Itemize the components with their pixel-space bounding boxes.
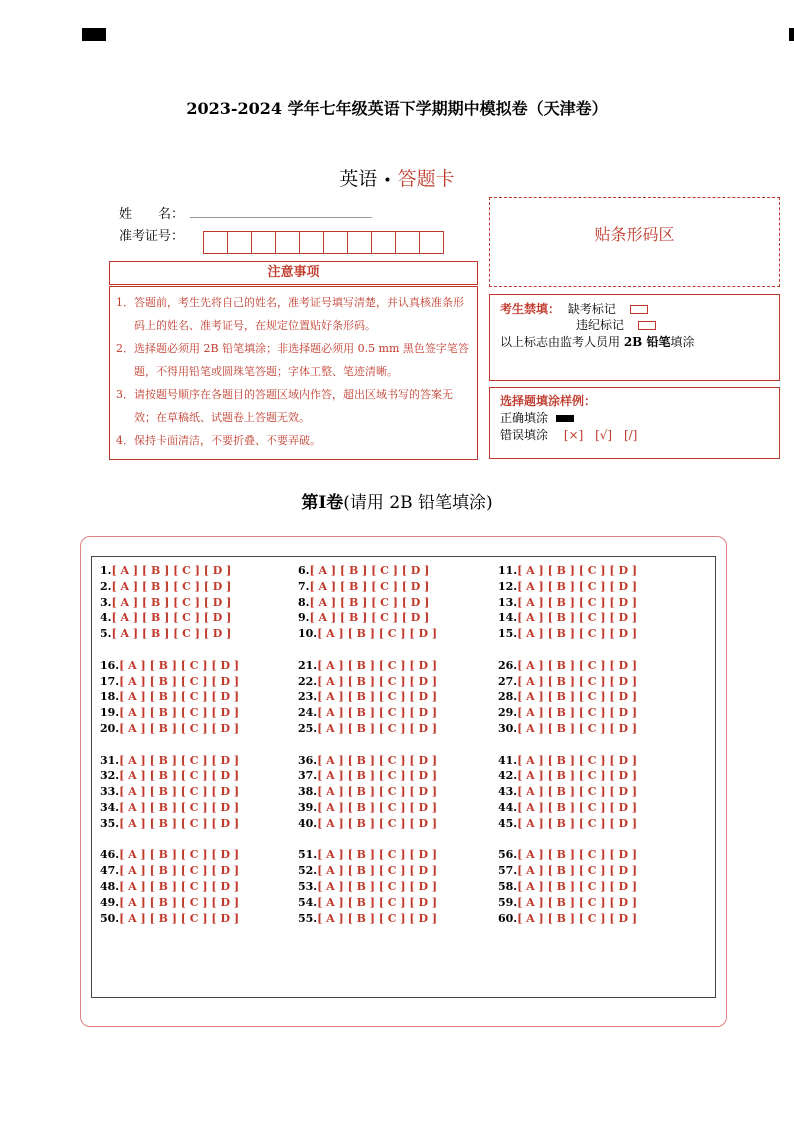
answer-options[interactable]: [ A ] [ B ] [ C ] [ D ] [317, 690, 438, 704]
answer-options[interactable]: [ A ] [ B ] [ C ] [ D ] [317, 895, 438, 909]
notice-item: 4．保持卡面清洁，不要折叠、不要弄破。 [116, 434, 321, 447]
question-number: 27. [498, 674, 518, 688]
question-number: 8. [298, 595, 310, 609]
notice-box [109, 286, 478, 460]
correct-fill-label: 正确填涂 [500, 411, 549, 425]
question-row[interactable] [498, 895, 637, 911]
answer-options[interactable]: [ A ] [ B ] [ C ] [ D ] [517, 800, 638, 814]
wrong-mark-check: [√] [595, 428, 613, 442]
id-digit-box[interactable] [371, 231, 396, 254]
question-row[interactable] [298, 689, 437, 705]
answer-options[interactable]: [ A ] [ B ] [ C ] [ D ] [119, 800, 240, 814]
question-row[interactable] [100, 879, 239, 895]
id-digit-box[interactable] [395, 231, 420, 254]
question-row[interactable] [100, 689, 239, 705]
answer-options[interactable]: [ A ] [ B ] [ C ] [ D ] [119, 658, 240, 672]
answer-options[interactable]: [ A ] [ B ] [ C ] [ D ] [517, 564, 638, 577]
id-digit-box[interactable] [323, 231, 348, 254]
question-row[interactable] [100, 784, 239, 800]
question-row[interactable] [100, 721, 239, 737]
question-number: 39. [298, 800, 318, 814]
answer-options[interactable]: [ A ] [ B ] [ C ] [ D ] [119, 706, 240, 720]
answer-options[interactable]: [ A ] [ B ] [ C ] [ D ] [517, 658, 638, 672]
question-number: 48. [100, 879, 120, 893]
question-number: 53. [298, 879, 318, 893]
question-number: 36. [298, 753, 318, 767]
question-row[interactable] [298, 705, 437, 721]
question-row[interactable] [298, 816, 437, 832]
question-row[interactable] [298, 753, 437, 769]
question-number: 40. [298, 816, 318, 830]
answer-options[interactable]: [ A ] [ B ] [ C ] [ D ] [317, 706, 438, 720]
question-number: 47. [100, 864, 120, 878]
answer-options[interactable]: [ A ] [ B ] [ C ] [ D ] [317, 658, 438, 672]
question-number: 29. [498, 706, 518, 720]
registration-mark-left [82, 28, 106, 41]
answer-options[interactable]: [ A ] [ B ] [ C ] [ D ] [119, 690, 240, 704]
correct-fill-mark [556, 415, 574, 422]
question-number: 43. [498, 785, 518, 799]
question-row[interactable] [498, 595, 637, 611]
forbidden-note: 以上标志由监考人员用 [500, 335, 624, 349]
answer-options[interactable]: [ A ] [ B ] [ C ] [ D ] [517, 579, 638, 593]
question-number: 3. [100, 595, 112, 609]
question-row[interactable] [498, 674, 637, 690]
wrong-mark-slash: [/] [623, 428, 638, 442]
question-row[interactable] [100, 563, 239, 579]
answer-options[interactable]: [ A ] [ B ] [ C ] [ D ] [517, 895, 638, 909]
answer-options[interactable]: [ A ] [ B ] [ C ] [ D ] [317, 721, 438, 735]
question-row[interactable] [100, 579, 239, 595]
question-row[interactable] [298, 674, 437, 690]
answer-options[interactable]: [ A ] [ B ] [ C ] [ D ] [309, 595, 430, 609]
card-dot: • [383, 173, 392, 189]
question-number: 13. [498, 595, 518, 609]
question-column-3 [498, 563, 637, 926]
question-number: 21. [298, 658, 318, 672]
answer-options[interactable]: [ A ] [ B ] [ C ] [ D ] [517, 753, 638, 767]
question-row[interactable] [298, 800, 437, 816]
question-row[interactable] [298, 626, 437, 642]
absent-label: 缺考标记 [567, 302, 616, 316]
forbidden-label: 考生禁填： [500, 302, 561, 316]
question-number: 55. [298, 911, 318, 925]
answer-options[interactable]: [ A ] [ B ] [ C ] [ D ] [119, 864, 240, 878]
id-digit-box[interactable] [203, 231, 228, 254]
answer-options[interactable]: [ A ] [ B ] [ C ] [ D ] [317, 753, 438, 767]
wrong-fill-label: 错误填涂 [500, 428, 549, 442]
question-row[interactable] [498, 753, 637, 769]
question-row[interactable] [100, 800, 239, 816]
answer-options[interactable]: [ A ] [ B ] [ C ] [ D ] [111, 595, 232, 609]
answer-options[interactable]: [ A ] [ B ] [ C ] [ D ] [517, 816, 638, 830]
answer-options[interactable]: [ A ] [ B ] [ C ] [ D ] [317, 800, 438, 814]
question-number: 46. [100, 848, 120, 862]
question-number: 22. [298, 674, 318, 688]
answer-options[interactable]: [ A ] [ B ] [ C ] [ D ] [517, 721, 638, 735]
answer-options[interactable]: [ A ] [ B ] [ C ] [ D ] [309, 564, 430, 577]
question-number: 38. [298, 785, 318, 799]
answer-options[interactable]: [ A ] [ B ] [ C ] [ D ] [517, 595, 638, 609]
question-number: 59. [498, 895, 518, 909]
notice-item: 3．请按题号顺序在各题目的答题区域内作答，超出区域书写的答案无效；在草稿纸、试题卷上答题无效。 [116, 388, 453, 424]
answer-options[interactable]: [ A ] [ B ] [ C ] [ D ] [317, 816, 438, 830]
name-label: 姓 名： [119, 207, 185, 222]
question-number: 18. [100, 690, 120, 704]
answer-options[interactable]: [ A ] [ B ] [ C ] [ D ] [119, 674, 240, 688]
question-column-1 [100, 563, 239, 926]
answer-options[interactable]: [ A ] [ B ] [ C ] [ D ] [517, 690, 638, 704]
barcode-area [489, 197, 780, 287]
question-row[interactable] [498, 879, 637, 895]
question-row[interactable] [298, 895, 437, 911]
question-number: 32. [100, 769, 120, 783]
answer-options[interactable]: [ A ] [ B ] [ C ] [ D ] [317, 674, 438, 688]
question-row[interactable] [498, 626, 637, 642]
id-digit-box[interactable] [419, 231, 444, 254]
question-number: 50. [100, 911, 120, 925]
question-row[interactable] [100, 753, 239, 769]
question-number: 2. [100, 579, 112, 593]
question-row[interactable] [100, 626, 239, 642]
answer-options[interactable]: [ A ] [ B ] [ C ] [ D ] [119, 879, 240, 893]
answer-options[interactable]: [ A ] [ B ] [ C ] [ D ] [517, 911, 638, 925]
question-row[interactable] [298, 563, 437, 579]
question-row[interactable] [498, 800, 637, 816]
question-number: 20. [100, 721, 120, 735]
question-number: 4. [100, 611, 112, 625]
registration-mark-right [789, 28, 794, 41]
answer-options[interactable]: [ A ] [ B ] [ C ] [ D ] [119, 785, 240, 799]
question-row[interactable] [298, 911, 437, 927]
answer-options[interactable]: [ A ] [ B ] [ C ] [ D ] [119, 721, 240, 735]
question-number: 23. [298, 690, 318, 704]
answer-options[interactable]: [ A ] [ B ] [ C ] [ D ] [517, 674, 638, 688]
question-number: 34. [100, 800, 120, 814]
answer-options[interactable]: [ A ] [ B ] [ C ] [ D ] [517, 627, 638, 641]
question-number: 15. [498, 627, 518, 641]
question-number: 45. [498, 816, 518, 830]
forbidden-box [489, 294, 780, 381]
question-row[interactable] [498, 847, 637, 863]
question-number: 16. [100, 658, 120, 672]
card-subject: 英语 [339, 168, 378, 190]
section-title [0, 488, 794, 513]
question-row[interactable] [498, 816, 637, 832]
question-number: 58. [498, 879, 518, 893]
question-number: 51. [298, 848, 318, 862]
question-row[interactable] [100, 863, 239, 879]
question-row[interactable] [298, 784, 437, 800]
question-row[interactable] [100, 911, 239, 927]
id-label: 准考证号： [119, 229, 185, 244]
answer-options[interactable]: [ A ] [ B ] [ C ] [ D ] [119, 895, 240, 909]
id-digit-box[interactable] [347, 231, 372, 254]
answer-options[interactable]: [ A ] [ B ] [ C ] [ D ] [517, 864, 638, 878]
answer-options[interactable]: [ A ] [ B ] [ C ] [ D ] [309, 579, 430, 593]
question-row[interactable] [298, 768, 437, 784]
question-row[interactable] [100, 705, 239, 721]
question-number: 17. [100, 674, 120, 688]
violation-mark-box[interactable] [638, 321, 656, 330]
question-number: 19. [100, 706, 120, 720]
question-number: 35. [100, 816, 120, 830]
question-number: 49. [100, 895, 120, 909]
question-number: 12. [498, 579, 518, 593]
answer-options[interactable]: [ A ] [ B ] [ C ] [ D ] [119, 911, 240, 925]
question-row[interactable] [298, 579, 437, 595]
answer-options[interactable]: [ A ] [ B ] [ C ] [ D ] [309, 611, 430, 625]
notice-item: 2．选择题必须用 2B 铅笔填涂；非选择题必须用 0.5 mm 黑色签字笔答题，不得用铅笔或圆珠笔答题；字体工整、笔迹清晰。 [116, 342, 469, 378]
answer-options[interactable]: [ A ] [ B ] [ C ] [ D ] [317, 785, 438, 799]
id-digit-box[interactable] [299, 231, 324, 254]
question-number: 30. [498, 721, 518, 735]
question-column-2 [298, 563, 437, 926]
question-row[interactable] [498, 768, 637, 784]
question-row[interactable] [100, 658, 239, 674]
question-number: 25. [298, 721, 318, 735]
question-number: 33. [100, 785, 120, 799]
question-row[interactable] [298, 658, 437, 674]
question-row[interactable] [298, 879, 437, 895]
forbidden-note-suffix: 填涂 [670, 335, 695, 349]
answer-options[interactable]: [ A ] [ B ] [ C ] [ D ] [111, 564, 232, 577]
question-number: 52. [298, 864, 318, 878]
question-number: 9. [298, 611, 310, 625]
question-row[interactable] [100, 816, 239, 832]
answer-options[interactable]: [ A ] [ B ] [ C ] [ D ] [317, 848, 438, 862]
answer-options[interactable]: [ A ] [ B ] [ C ] [ D ] [317, 769, 438, 783]
sample-title: 选择题填涂样例： [500, 394, 597, 408]
question-row[interactable] [498, 563, 637, 579]
answer-options[interactable]: [ A ] [ B ] [ C ] [ D ] [517, 848, 638, 862]
question-number: 26. [498, 658, 518, 672]
question-number: 5. [100, 627, 112, 641]
fill-sample-box [489, 387, 780, 459]
section-title-rest: (请用 2B 铅笔填涂) [343, 493, 493, 513]
question-number: 56. [498, 848, 518, 862]
question-row[interactable] [298, 847, 437, 863]
question-row[interactable] [498, 658, 637, 674]
id-digit-box[interactable] [275, 231, 300, 254]
question-number: 6. [298, 564, 310, 577]
question-number: 44. [498, 800, 518, 814]
forbidden-note-bold: 2B 铅笔 [623, 335, 671, 349]
question-row[interactable] [498, 689, 637, 705]
question-number: 11. [498, 564, 518, 577]
question-row[interactable] [100, 847, 239, 863]
question-row[interactable] [298, 610, 437, 626]
question-row[interactable] [498, 579, 637, 595]
answer-options[interactable]: [ A ] [ B ] [ C ] [ D ] [111, 627, 232, 641]
answer-options[interactable]: [ A ] [ B ] [ C ] [ D ] [119, 769, 240, 783]
notice-item: 1．答题前，考生先将自己的姓名，准考证号填写清楚，并认真核准条形码上的姓名、准考证号，在规定位置贴好条形码。 [116, 296, 464, 332]
question-row[interactable] [498, 610, 637, 626]
question-number: 57. [498, 864, 518, 878]
question-row[interactable] [498, 863, 637, 879]
question-number: 28. [498, 690, 518, 704]
id-digit-box[interactable] [251, 231, 276, 254]
question-row[interactable] [100, 895, 239, 911]
question-number: 41. [498, 753, 518, 767]
question-number: 60. [498, 911, 518, 925]
answer-options[interactable]: [ A ] [ B ] [ C ] [ D ] [317, 911, 438, 925]
section-title-bold: 第Ⅰ卷 [301, 493, 344, 513]
violation-label: 违纪标记 [576, 318, 625, 332]
id-number-boxes[interactable] [203, 231, 443, 254]
question-row[interactable] [100, 674, 239, 690]
question-row[interactable] [100, 768, 239, 784]
id-digit-box[interactable] [227, 231, 252, 254]
question-row[interactable] [100, 610, 239, 626]
notice-title: 注意事项 [109, 261, 478, 285]
barcode-label: 贴条形码区 [594, 225, 675, 244]
question-row[interactable] [298, 863, 437, 879]
question-row[interactable] [298, 595, 437, 611]
question-number: 31. [100, 753, 120, 767]
page-title: 2023-2024 学年七年级英语下学期期中模拟卷（天津卷） [186, 99, 608, 118]
answer-options[interactable]: [ A ] [ B ] [ C ] [ D ] [317, 864, 438, 878]
answer-options[interactable]: [ A ] [ B ] [ C ] [ D ] [517, 785, 638, 799]
question-number: 7. [298, 579, 310, 593]
answer-options[interactable]: [ A ] [ B ] [ C ] [ D ] [119, 848, 240, 862]
question-row[interactable] [498, 784, 637, 800]
question-number: 42. [498, 769, 518, 783]
question-row[interactable] [498, 911, 637, 927]
answer-options[interactable]: [ A ] [ B ] [ C ] [ D ] [119, 753, 240, 767]
answer-options[interactable]: [ A ] [ B ] [ C ] [ D ] [119, 816, 240, 830]
question-number: 54. [298, 895, 318, 909]
card-label: 答题卡 [397, 168, 455, 190]
question-row[interactable] [100, 595, 239, 611]
question-row[interactable] [298, 721, 437, 737]
answer-options[interactable]: [ A ] [ B ] [ C ] [ D ] [517, 879, 638, 893]
question-number: 24. [298, 706, 318, 720]
question-number: 1. [100, 564, 112, 577]
question-row[interactable] [498, 721, 637, 737]
answer-options[interactable]: [ A ] [ B ] [ C ] [ D ] [517, 769, 638, 783]
card-title [0, 164, 794, 191]
question-row[interactable] [498, 705, 637, 721]
answer-options[interactable]: [ A ] [ B ] [ C ] [ D ] [317, 879, 438, 893]
answer-options[interactable]: [ A ] [ B ] [ C ] [ D ] [111, 611, 232, 625]
name-field[interactable] [190, 217, 372, 218]
absent-mark-box[interactable] [630, 305, 648, 314]
wrong-mark-cross: [×] [563, 428, 584, 442]
question-number: 37. [298, 769, 318, 783]
answer-options[interactable]: [ A ] [ B ] [ C ] [ D ] [317, 627, 438, 641]
answer-options[interactable]: [ A ] [ B ] [ C ] [ D ] [517, 706, 638, 720]
answer-options[interactable]: [ A ] [ B ] [ C ] [ D ] [111, 579, 232, 593]
question-number: 14. [498, 611, 518, 625]
question-number: 10. [298, 627, 318, 641]
answer-options[interactable]: [ A ] [ B ] [ C ] [ D ] [517, 611, 638, 625]
